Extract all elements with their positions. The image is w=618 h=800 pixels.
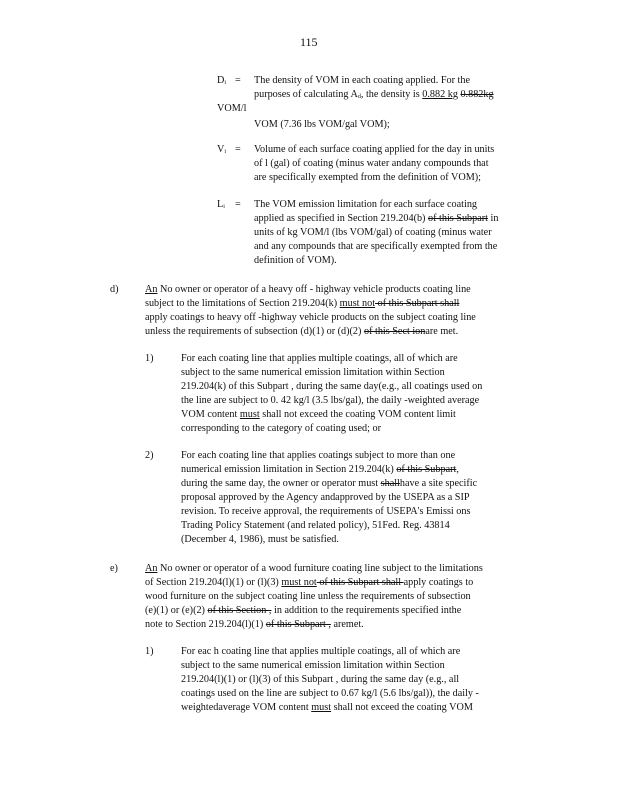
definition-line: applied as specified in Section 219.204(b) of this Subpart in <box>254 213 499 224</box>
paragraph-line: wood furniture on the subject coating line unless the requirements of subsection <box>145 591 471 602</box>
item-line: (December 4, 1986), must be satisfied. <box>181 534 339 545</box>
definition-line: and any compounds that are specifically exempted from the <box>254 241 498 252</box>
definition-line: purposes of calculating $A_d$, the density is 0.882 kg 0.882kg <box>254 89 494 100</box>
definition-line: VOM (7.36 lbs VOM/gal VOM); <box>254 119 390 130</box>
item-line: Trading Policy Statement (and related policy), 51Fed. Reg. 43814 <box>181 520 450 531</box>
paragraph-line: unless the requirements of subsection (d)(1) or (d)(2) of this Sect ionare met. <box>145 326 459 337</box>
item-line: 219.204(k) of this Subpart , during the same day(e.g., all coatings used on <box>181 381 483 392</box>
item-number: 2) <box>145 450 154 461</box>
paragraph-line: (e)(1) or (e)(2) of this Section , in addition to the requirements specified inthe <box>145 605 462 616</box>
paragraph-line: subject to the limitations of Section 219.204(k) must not of this Subpart shall <box>145 298 460 309</box>
item-line: revision. To receive approval, the requirements of USEPA's Emissi ons <box>181 506 471 517</box>
item-line: For each coating line that applies coatings subject to more than one <box>181 450 456 461</box>
item-line: coatings used on the line are subject to 0.67 kg/l (5.6 lbs/gal)), the daily - <box>181 688 479 699</box>
item-line: For each coating line that applies multiple coatings, all of which are <box>181 353 458 364</box>
item-line: subject to the same numerical emission limitation within Section <box>181 660 445 671</box>
item-line: during the same day, the owner or operator must shallhave a site specific <box>181 478 478 489</box>
paragraph-line: apply coatings to heavy off -highway vehicle products on the subject coating line <box>145 312 476 323</box>
item-number: 1) <box>145 353 154 364</box>
item-line: For eac h coating line that applies multiple coatings, all of which are <box>181 646 461 657</box>
definition-line: The VOM emission limitation for each surface coating <box>254 199 478 210</box>
definition-line: definition of VOM). <box>254 255 337 266</box>
paragraph-line: of Section 219.204(l)(1) or (l)(3) must not of this Subpart shall apply coatings to <box>145 577 474 588</box>
item-line: proposal approved by the Agency andapproved by the USEPA as a SIP <box>181 492 470 503</box>
definition-line: of l (gal) of coating (minus water andany compounds that <box>254 158 489 169</box>
definition-equals: = <box>235 199 241 210</box>
item-line: subject to the same numerical emission limitation within Section <box>181 367 445 378</box>
definition-line: VOM/l <box>217 103 247 114</box>
paragraph-line: An No owner or operator of a heavy off - highway vehicle products coating line <box>145 284 471 295</box>
definition-line: units of kg VOM/l (lbs VOM/gal) of coating (minus water <box>254 227 492 238</box>
item-line: numerical emission limitation in Section 219.204(k) of this Subpart, <box>181 464 459 475</box>
definition-symbol: $D_i$ <box>217 75 227 86</box>
item-line: weightedaverage VOM content must shall not exceed the coating VOM <box>181 702 473 713</box>
definition-line: Volume of each surface coating applied for the day in units <box>254 144 495 155</box>
definition-equals: = <box>235 144 241 155</box>
definition-equals: = <box>235 75 241 86</box>
item-line: the line are subject to 0. 42 kg/l (3.5 lbs/gal), the daily -weighted average <box>181 395 480 406</box>
definition-line: are specifically exempted from the definition of VOM); <box>254 172 481 183</box>
item-line: VOM content must shall not exceed the coating VOM content limit <box>181 409 456 420</box>
definition-line: The density of VOM in each coating applied. For the <box>254 75 470 86</box>
item-number: 1) <box>145 646 154 657</box>
item-line: 219.204(l)(1) or (l)(3) of this Subpart , during the same day (e.g., all <box>181 674 460 685</box>
item-line: corresponding to the category of coating used; or <box>181 423 382 434</box>
paragraph-line: An No owner or operator of a wood furniture coating line subject to the limitations <box>145 563 483 574</box>
paragraph-label: d) <box>110 284 119 295</box>
paragraph-line: note to Section 219.204(l)(1) of this Subpart , aremet. <box>145 619 364 630</box>
paragraph-label: e) <box>110 563 118 574</box>
page-number: 115 <box>300 35 318 49</box>
definition-symbol: $V_i$ <box>217 144 227 155</box>
definition-symbol: $L_i$ <box>217 199 225 210</box>
